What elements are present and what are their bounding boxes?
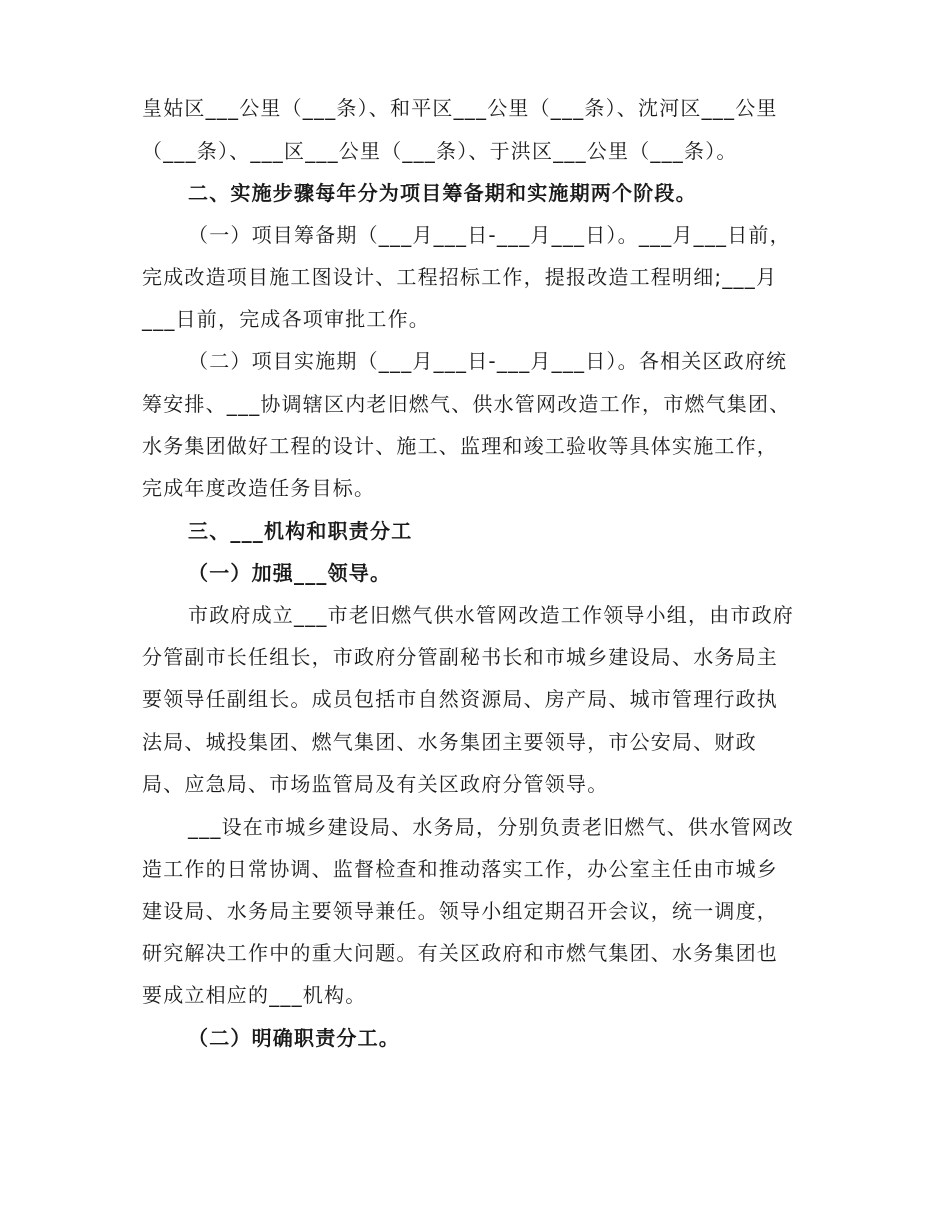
text-line: 分管副市长任组长，市政府分管副秘书长和市城乡建设局、水务局主 — [142, 645, 778, 669]
text-line: 要领导任副组长。成员包括市自然资源局、房产局、城市管理行政执 — [142, 687, 778, 711]
text-line: ___设在市城乡建设局、水务局，分别负责老旧燃气、供水管网改 — [188, 815, 794, 839]
text-line: 完成年度改造任务目标。 — [142, 476, 376, 500]
text-line: 完成改造项目施工图设计、工程招标工作，提报改造工程明细;___月 — [142, 265, 778, 289]
text-line: （___条）、___区___公里（___条）、于洪区___公里（___条）。 — [142, 139, 738, 163]
text-line: 皇姑区___公里（___条）、和平区___公里（___条）、沈河区___公里 — [142, 96, 778, 120]
text-line: （二）项目实施期（___月___日-___月___日）。各相关区政府统 — [188, 349, 788, 373]
text-line: （一）项目筹备期（___月___日-___月___日）。___月___日前， — [188, 223, 791, 247]
section-heading: 三、___机构和职责分工 — [188, 519, 413, 543]
text-line: ___日前，完成各项审批工作。 — [142, 307, 430, 331]
text-line: 法局、城投集团、燃气集团、水务集团主要领导，市公安局、财政 — [142, 730, 757, 754]
text-line: 筹安排、___协调辖区内老旧燃气、供水管网改造工作，市燃气集团、 — [142, 392, 791, 416]
text-line: 水务集团做好工程的设计、施工、监理和竣工验收等具体实施工作， — [142, 434, 778, 458]
text-line: 建设局、水务局主要领导兼任。领导小组定期召开会议，统一调度， — [142, 899, 778, 923]
text-line: 局、应急局、市场监管局及有关区政府分管领导。 — [142, 772, 609, 796]
section-heading: 二、实施步骤每年分为项目筹备期和实施期两个阶段。 — [188, 181, 697, 205]
subsection-heading: （一）加强___领导。 — [188, 561, 392, 585]
text-line: 市政府成立___市老旧燃气供水管网改造工作领导小组，由市政府 — [188, 603, 794, 627]
subsection-heading: （二）明确职责分工。 — [188, 1026, 400, 1050]
text-line: 研究解决工作中的重大问题。有关区政府和市燃气集团、水务集团也 — [142, 941, 778, 965]
text-line: 造工作的日常协调、监督检查和推动落实工作，办公室主任由市城乡 — [142, 857, 778, 881]
text-line: 要成立相应的___机构。 — [142, 983, 367, 1007]
